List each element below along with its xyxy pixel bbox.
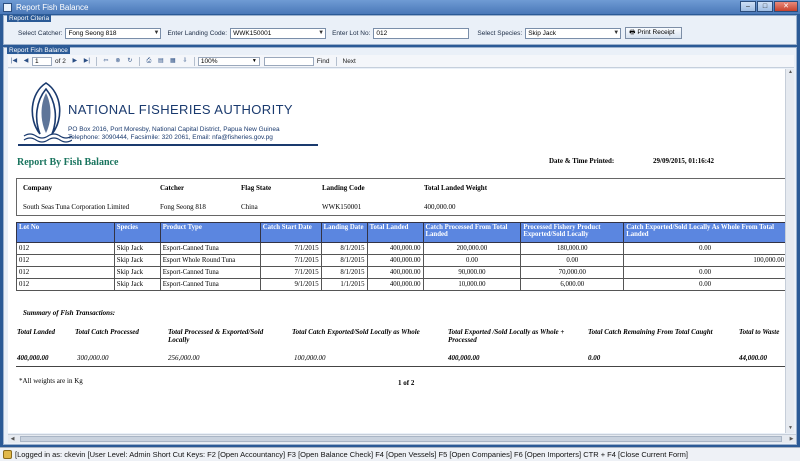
- table-cell: 012: [17, 267, 115, 279]
- vertical-scrollbar[interactable]: [785, 69, 794, 433]
- table-cell: 0.00: [624, 243, 787, 255]
- column-header: Total Landed: [367, 223, 423, 243]
- scroll-down-icon[interactable]: ▼: [788, 425, 793, 431]
- horizontal-scrollbar[interactable]: [8, 434, 796, 443]
- flag-state-header: Flag State: [241, 184, 272, 192]
- landing-code-label: Enter Landing Code:: [167, 29, 228, 37]
- print-receipt-label: Print Receipt: [637, 29, 675, 36]
- table-row: [17, 255, 787, 267]
- species-label: Select Species:: [477, 29, 523, 37]
- zoom-select[interactable]: [198, 57, 260, 66]
- organization-address: [68, 126, 280, 142]
- landing-code-value: WWK150001: [322, 203, 362, 211]
- print-layout-icon[interactable]: ▤: [158, 58, 164, 64]
- page-number-input[interactable]: 1: [32, 57, 52, 66]
- next-link[interactable]: Next: [342, 57, 356, 65]
- window-title: Report Fish Balance: [16, 2, 89, 12]
- lot-no-input[interactable]: 012: [373, 28, 469, 39]
- total-processed-exported-value: 256,000.00: [168, 354, 200, 362]
- table-cell: 400,000.00: [367, 279, 423, 291]
- close-button[interactable]: ✕: [774, 1, 798, 12]
- table-cell: Skip Jack: [114, 279, 160, 291]
- table-cell: Esport-Canned Tuna: [160, 279, 260, 291]
- table-cell: 012: [17, 255, 115, 267]
- catcher-select-value: Fong Seong 818: [68, 29, 117, 37]
- scroll-left-icon[interactable]: ◀: [10, 436, 15, 442]
- scroll-right-icon[interactable]: ▶: [789, 436, 794, 442]
- table-cell: 400,000.00: [367, 243, 423, 255]
- table-cell: 0.00: [624, 279, 787, 291]
- company-value: South Seas Tuna Corporation Limited: [23, 203, 130, 211]
- catcher-label: Select Catcher:: [18, 29, 63, 37]
- table-cell: 400,000.00: [367, 255, 423, 267]
- table-cell: 6,000.00: [521, 279, 624, 291]
- find-input[interactable]: [264, 57, 314, 66]
- lot-no-label: Enter Lot No:: [332, 29, 371, 37]
- table-row: [17, 279, 787, 291]
- column-header: Landing Date: [321, 223, 367, 243]
- table-cell: 0.00: [521, 255, 624, 267]
- table-row: [17, 243, 787, 255]
- total-whole-value: 100,000.00: [294, 354, 326, 362]
- catcher-header: Catcher: [160, 184, 185, 192]
- chevron-down-icon[interactable]: ▼: [318, 29, 325, 36]
- total-exported-value: 400,000.00: [448, 354, 480, 362]
- total-exported-header: Total Exported /Sold Locally as Whole + Processed: [448, 328, 565, 344]
- catcher-select[interactable]: [65, 28, 161, 39]
- column-header: Processed Fishery Product Exported/Sold Locally: [521, 223, 624, 243]
- chevron-down-icon[interactable]: ▼: [613, 29, 620, 36]
- table-cell: 8/1/2015: [321, 255, 367, 267]
- report-page: [8, 69, 788, 433]
- total-remaining-value: 0.00: [588, 354, 601, 362]
- weights-footnote: *All weights are in Kg: [19, 377, 83, 385]
- report-title: Report By Fish Balance: [17, 157, 119, 168]
- first-page-icon[interactable]: |◀: [10, 58, 18, 64]
- total-waste-value: 44,000.00: [739, 354, 767, 362]
- table-cell: 400,000.00: [367, 267, 423, 279]
- totals-divider: [16, 366, 787, 367]
- table-cell: 100,000.00: [624, 255, 787, 267]
- fish-balance-table: [16, 222, 787, 291]
- table-cell: 90,000.00: [423, 267, 521, 279]
- table-cell: Esport-Canned Tuna: [160, 243, 260, 255]
- zoom-value: 100%: [200, 57, 218, 65]
- address-line-1: PO Box 2016, Port Moresby, National Capital District, Papua New Guinea: [68, 126, 280, 133]
- total-landed-weight-header: Total Landed Weight: [424, 184, 488, 192]
- back-icon[interactable]: ⇦: [103, 58, 109, 64]
- table-cell: 7/1/2015: [260, 255, 321, 267]
- company-header: Company: [23, 184, 53, 192]
- toolbar-separator: [336, 57, 337, 66]
- table-cell: Skip Jack: [114, 243, 160, 255]
- table-cell: 0.00: [423, 255, 521, 267]
- species-select[interactable]: [525, 28, 621, 39]
- report-toolbar: [8, 55, 794, 68]
- flag-state-value: China: [241, 203, 258, 211]
- table-cell: Skip Jack: [114, 255, 160, 267]
- page-indicator: 1 of 2: [398, 379, 415, 387]
- landing-code-header: Landing Code: [322, 184, 365, 192]
- find-link[interactable]: Find: [316, 57, 330, 65]
- status-text: [Logged in as: ckevin [User Level: Admin Short Cut Keys: F2 [Open Accountancy] F3 [Open Balance Check] F4 [Open Vessels] F5 [Open Companies] F6 [Open Importers] CTR + F4 [Close Current Form]: [15, 450, 689, 459]
- printed-date-label: Date & Time Printed:: [549, 157, 615, 165]
- table-cell: 012: [17, 279, 115, 291]
- table-cell: Skip Jack: [114, 267, 160, 279]
- scroll-up-icon[interactable]: ▲: [788, 69, 793, 75]
- address-line-2: Telephone: 3090444, Facsimile: 320 2061, Email: nfa@fisheries.gov.pg: [68, 134, 273, 141]
- refresh-icon[interactable]: ↻: [127, 58, 133, 64]
- next-page-icon[interactable]: ▶: [72, 58, 78, 64]
- total-waste-header: Total to Waste: [739, 328, 780, 336]
- total-landed-value: 400,000.00: [17, 354, 49, 362]
- page-count-label: of 2: [55, 57, 66, 65]
- print-icon[interactable]: ⎙: [146, 58, 152, 64]
- chevron-down-icon[interactable]: ▼: [251, 57, 257, 64]
- fisheries-logo-icon: [20, 79, 72, 145]
- total-catch-processed-header: Total Catch Processed: [75, 328, 139, 336]
- table-cell: 1/1/2015: [321, 279, 367, 291]
- minimize-button[interactable]: –: [740, 1, 756, 12]
- organization-name: NATIONAL FISHERIES AUTHORITY: [68, 102, 294, 117]
- table-row: [17, 267, 787, 279]
- app-icon: [3, 3, 12, 12]
- toolbar-separator: [139, 57, 140, 66]
- total-catch-processed-value: 300,000.00: [77, 354, 109, 362]
- title-bar: [0, 0, 800, 14]
- print-receipt-button[interactable]: [625, 27, 681, 39]
- toolbar-separator: [96, 57, 97, 66]
- column-header: Product Type: [160, 223, 260, 243]
- report-viewer-panel: [3, 47, 797, 445]
- column-header: Catch Exported/Sold Locally As Whole From Total Landed: [624, 223, 787, 243]
- toolbar-separator: [194, 57, 195, 66]
- previous-page-icon[interactable]: ◀: [23, 58, 29, 64]
- total-processed-exported-header: Total Processed & Exported/Sold Locally: [168, 328, 264, 344]
- table-cell: 8/1/2015: [321, 243, 367, 255]
- status-bar: [0, 447, 800, 461]
- catcher-value: Fong Seong 818: [160, 203, 206, 211]
- column-header: Lot No: [17, 223, 115, 243]
- table-cell: 8/1/2015: [321, 267, 367, 279]
- table-cell: 0.00: [624, 267, 787, 279]
- total-landed-weight-value: 400,000.00: [424, 203, 456, 211]
- column-header: Catch Start Date: [260, 223, 321, 243]
- stop-icon[interactable]: ⊗: [115, 58, 121, 64]
- header-divider: [18, 144, 318, 146]
- chevron-down-icon[interactable]: ▼: [153, 29, 160, 36]
- table-cell: 7/1/2015: [260, 243, 321, 255]
- transactions-summary-title: Summary of Fish Transactions:: [23, 309, 116, 317]
- printer-icon: 🖶: [629, 29, 636, 36]
- table-cell: 70,000.00: [521, 267, 624, 279]
- landing-summary-box: [16, 178, 787, 216]
- table-cell: 200,000.00: [423, 243, 521, 255]
- user-icon: [3, 450, 12, 459]
- landing-code-select-value: WWK150001: [233, 29, 272, 37]
- criteria-legend: Report Citeria: [9, 15, 50, 22]
- column-header: Species: [114, 223, 160, 243]
- horizontal-scroll-thumb[interactable]: [20, 436, 782, 442]
- total-whole-header: Total Catch Exported/Sold Locally as Whole: [292, 328, 420, 336]
- table-cell: 180,000.00: [521, 243, 624, 255]
- landing-code-select[interactable]: [230, 28, 326, 39]
- column-header: Catch Processed From Total Landed: [423, 223, 521, 243]
- printed-date-value: 29/09/2015, 01:16:42: [653, 157, 715, 165]
- total-landed-header: Total Landed: [17, 328, 56, 336]
- maximize-button[interactable]: □: [757, 1, 773, 12]
- table-cell: 10,000.00: [423, 279, 521, 291]
- export-icon[interactable]: ⇩: [182, 58, 188, 64]
- total-remaining-header: Total Catch Remaining From Total Caught: [588, 328, 713, 336]
- last-page-icon[interactable]: ▶|: [83, 58, 90, 64]
- table-cell: 9/1/2015: [260, 279, 321, 291]
- table-cell: Esport Whole Round Tuna: [160, 255, 260, 267]
- species-select-value: Skip Jack: [528, 29, 557, 37]
- table-cell: 7/1/2015: [260, 267, 321, 279]
- report-legend: Report Fish Balance: [9, 47, 68, 54]
- report-criteria-panel: [3, 15, 797, 45]
- table-cell: Esport-Canned Tuna: [160, 267, 260, 279]
- page-setup-icon[interactable]: ▦: [170, 58, 176, 64]
- table-header-row: [17, 223, 787, 243]
- table-body: [17, 243, 787, 291]
- table-cell: 012: [17, 243, 115, 255]
